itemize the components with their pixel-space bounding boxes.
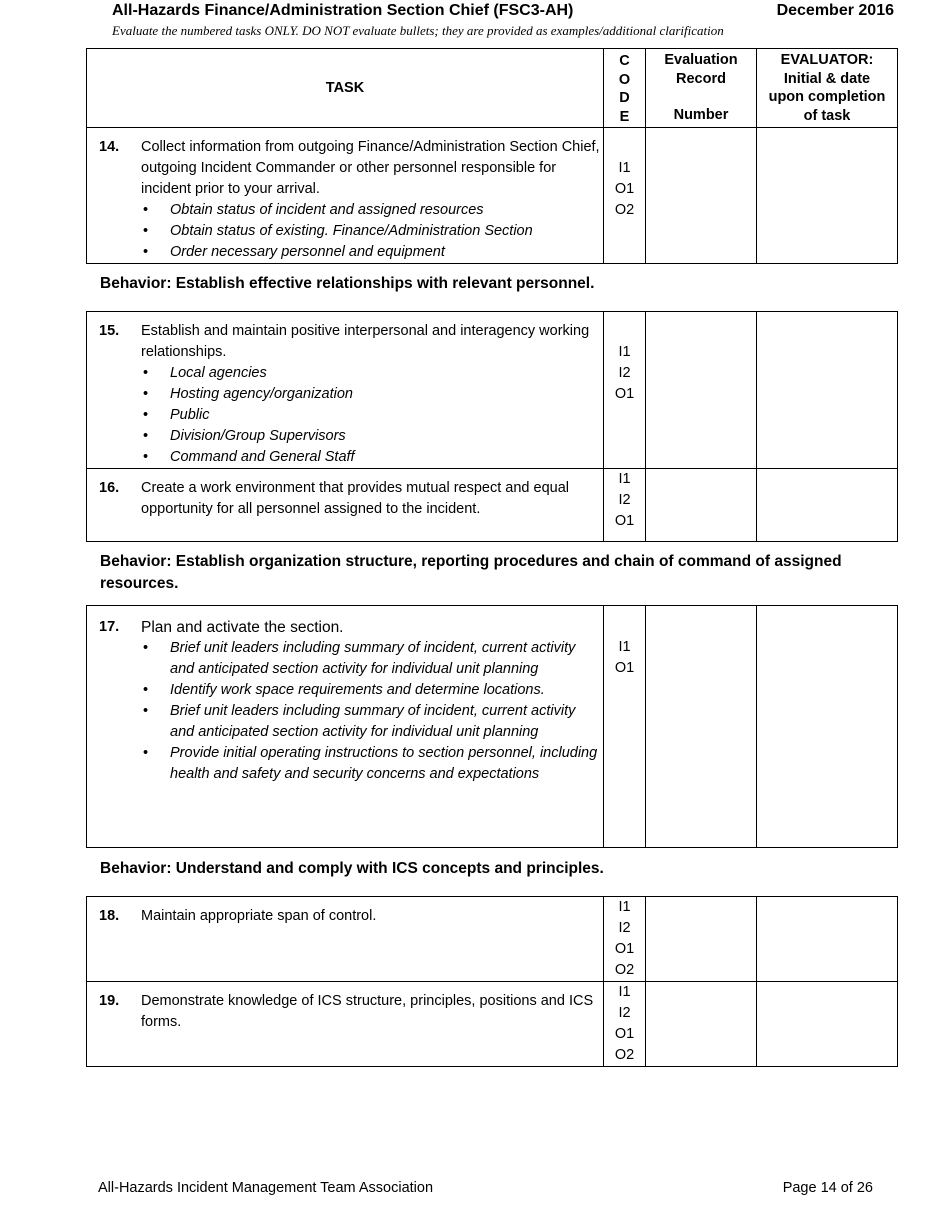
evaluation-record-cell[interactable]: [646, 469, 757, 542]
task-number: 17.: [99, 619, 120, 635]
task-code: I1 I2 O1 O2: [604, 897, 646, 982]
evaluator-column-header: EVALUATOR: Initial & date upon completion of task: [757, 49, 898, 128]
behavior-heading: Behavior: Establish organization structure, reporting procedures and chain of command of assigned resources.: [100, 553, 842, 592]
task-column-header: TASK: [87, 49, 604, 128]
evaluator-initial-cell[interactable]: [757, 312, 898, 469]
task-description: [87, 312, 604, 469]
task-code: I1 O1 O2: [604, 128, 646, 264]
evaluator-initial-cell[interactable]: [757, 897, 898, 982]
task-code: I1 I2 O1: [604, 469, 646, 542]
table-row-task-16: [87, 469, 898, 542]
task-bullet: • Command and General Staff: [170, 447, 601, 468]
task-number: 19.: [99, 993, 120, 1009]
evaluator-initial-cell[interactable]: [757, 128, 898, 264]
table-row-task-19: [87, 982, 898, 1067]
task-description: [87, 606, 604, 848]
table-row-task-18: [87, 897, 898, 982]
task-number: 18.: [99, 908, 120, 924]
task-description: [87, 469, 604, 542]
task-description: [87, 982, 604, 1067]
code-column-header: C O D E: [604, 49, 646, 128]
evaluation-instruction: Evaluate the numbered tasks ONLY. DO NOT evaluate bullets; they are provided as examples/additional clarification: [112, 23, 724, 38]
table-row-task-14: [87, 128, 898, 264]
evaluation-record-cell[interactable]: [646, 128, 757, 264]
task-table-2: [86, 311, 898, 542]
task-bullet: • Brief unit leaders including summary of incident, current activity and anticipated section activity for individual unit planning: [170, 638, 601, 680]
task-text: Establish and maintain positive interpersonal and interagency working relationships.: [141, 323, 590, 360]
task-code: I1 I2 O1 O2: [604, 982, 646, 1067]
table-row-task-15: [87, 312, 898, 469]
evaluation-record-column-header: Evaluation Record Number: [646, 49, 757, 128]
document-date: December 2016: [776, 2, 894, 19]
evaluator-initial-cell[interactable]: [757, 982, 898, 1067]
footer-organization: All-Hazards Incident Management Team Association: [98, 1180, 434, 1196]
task-code: I1 O1: [604, 606, 646, 848]
task-table-1: [86, 48, 898, 264]
task-bullet: • Obtain status of incident and assigned resources: [170, 200, 601, 221]
task-code: I1 I2 O1: [604, 312, 646, 469]
task-text: Collect information from outgoing Finance/Administration Section Chief, outgoing Incident Commander or other personnel responsible for incident prior to your arrival.: [141, 139, 600, 197]
task-bullet: • Hosting agency/organization: [170, 384, 601, 405]
evaluation-record-cell[interactable]: [646, 897, 757, 982]
table-header-row: [87, 49, 898, 128]
task-number: 15.: [99, 323, 120, 339]
task-description: [87, 897, 604, 982]
task-table-4: [86, 896, 898, 1067]
evaluation-record-cell[interactable]: [646, 606, 757, 848]
evaluator-initial-cell[interactable]: [757, 469, 898, 542]
task-text: Create a work environment that provides mutual respect and equal opportunity for all personnel assigned to the incident.: [141, 480, 569, 517]
task-bullet: • Brief unit leaders including summary of incident, current activity and anticipated section activity for individual unit planning: [170, 701, 601, 743]
document-title: All-Hazards Finance/Administration Section Chief (FSC3-AH): [112, 2, 574, 19]
evaluation-record-cell[interactable]: [646, 312, 757, 469]
footer-page-number: Page 14 of 26: [782, 1180, 873, 1196]
task-text: Maintain appropriate span of control.: [141, 908, 377, 924]
task-description: [87, 128, 604, 264]
evaluation-record-cell[interactable]: [646, 982, 757, 1067]
task-bullet: • Division/Group Supervisors: [170, 426, 601, 447]
task-bullet: • Order necessary personnel and equipment: [170, 242, 601, 263]
evaluator-initial-cell[interactable]: [757, 606, 898, 848]
task-text: Demonstrate knowledge of ICS structure, principles, positions and ICS forms.: [141, 993, 594, 1030]
task-bullet: • Obtain status of existing. Finance/Administration Section: [170, 221, 601, 242]
task-bullet: • Provide initial operating instructions to section personnel, including health and safety and security concerns and expectations: [170, 743, 601, 785]
task-bullet: • Identify work space requirements and determine locations.: [170, 680, 601, 701]
behavior-heading: Behavior: Establish effective relationships with relevant personnel.: [100, 275, 595, 292]
behavior-heading: Behavior: Understand and comply with ICS concepts and principles.: [100, 860, 604, 877]
task-text: Plan and activate the section.: [141, 619, 344, 636]
task-table-3: [86, 605, 898, 848]
task-bullet: • Public: [170, 405, 601, 426]
task-bullet: • Local agencies: [170, 363, 601, 384]
task-number: 16.: [99, 480, 120, 496]
table-row-task-17: [87, 606, 898, 848]
task-number: 14.: [99, 139, 120, 155]
